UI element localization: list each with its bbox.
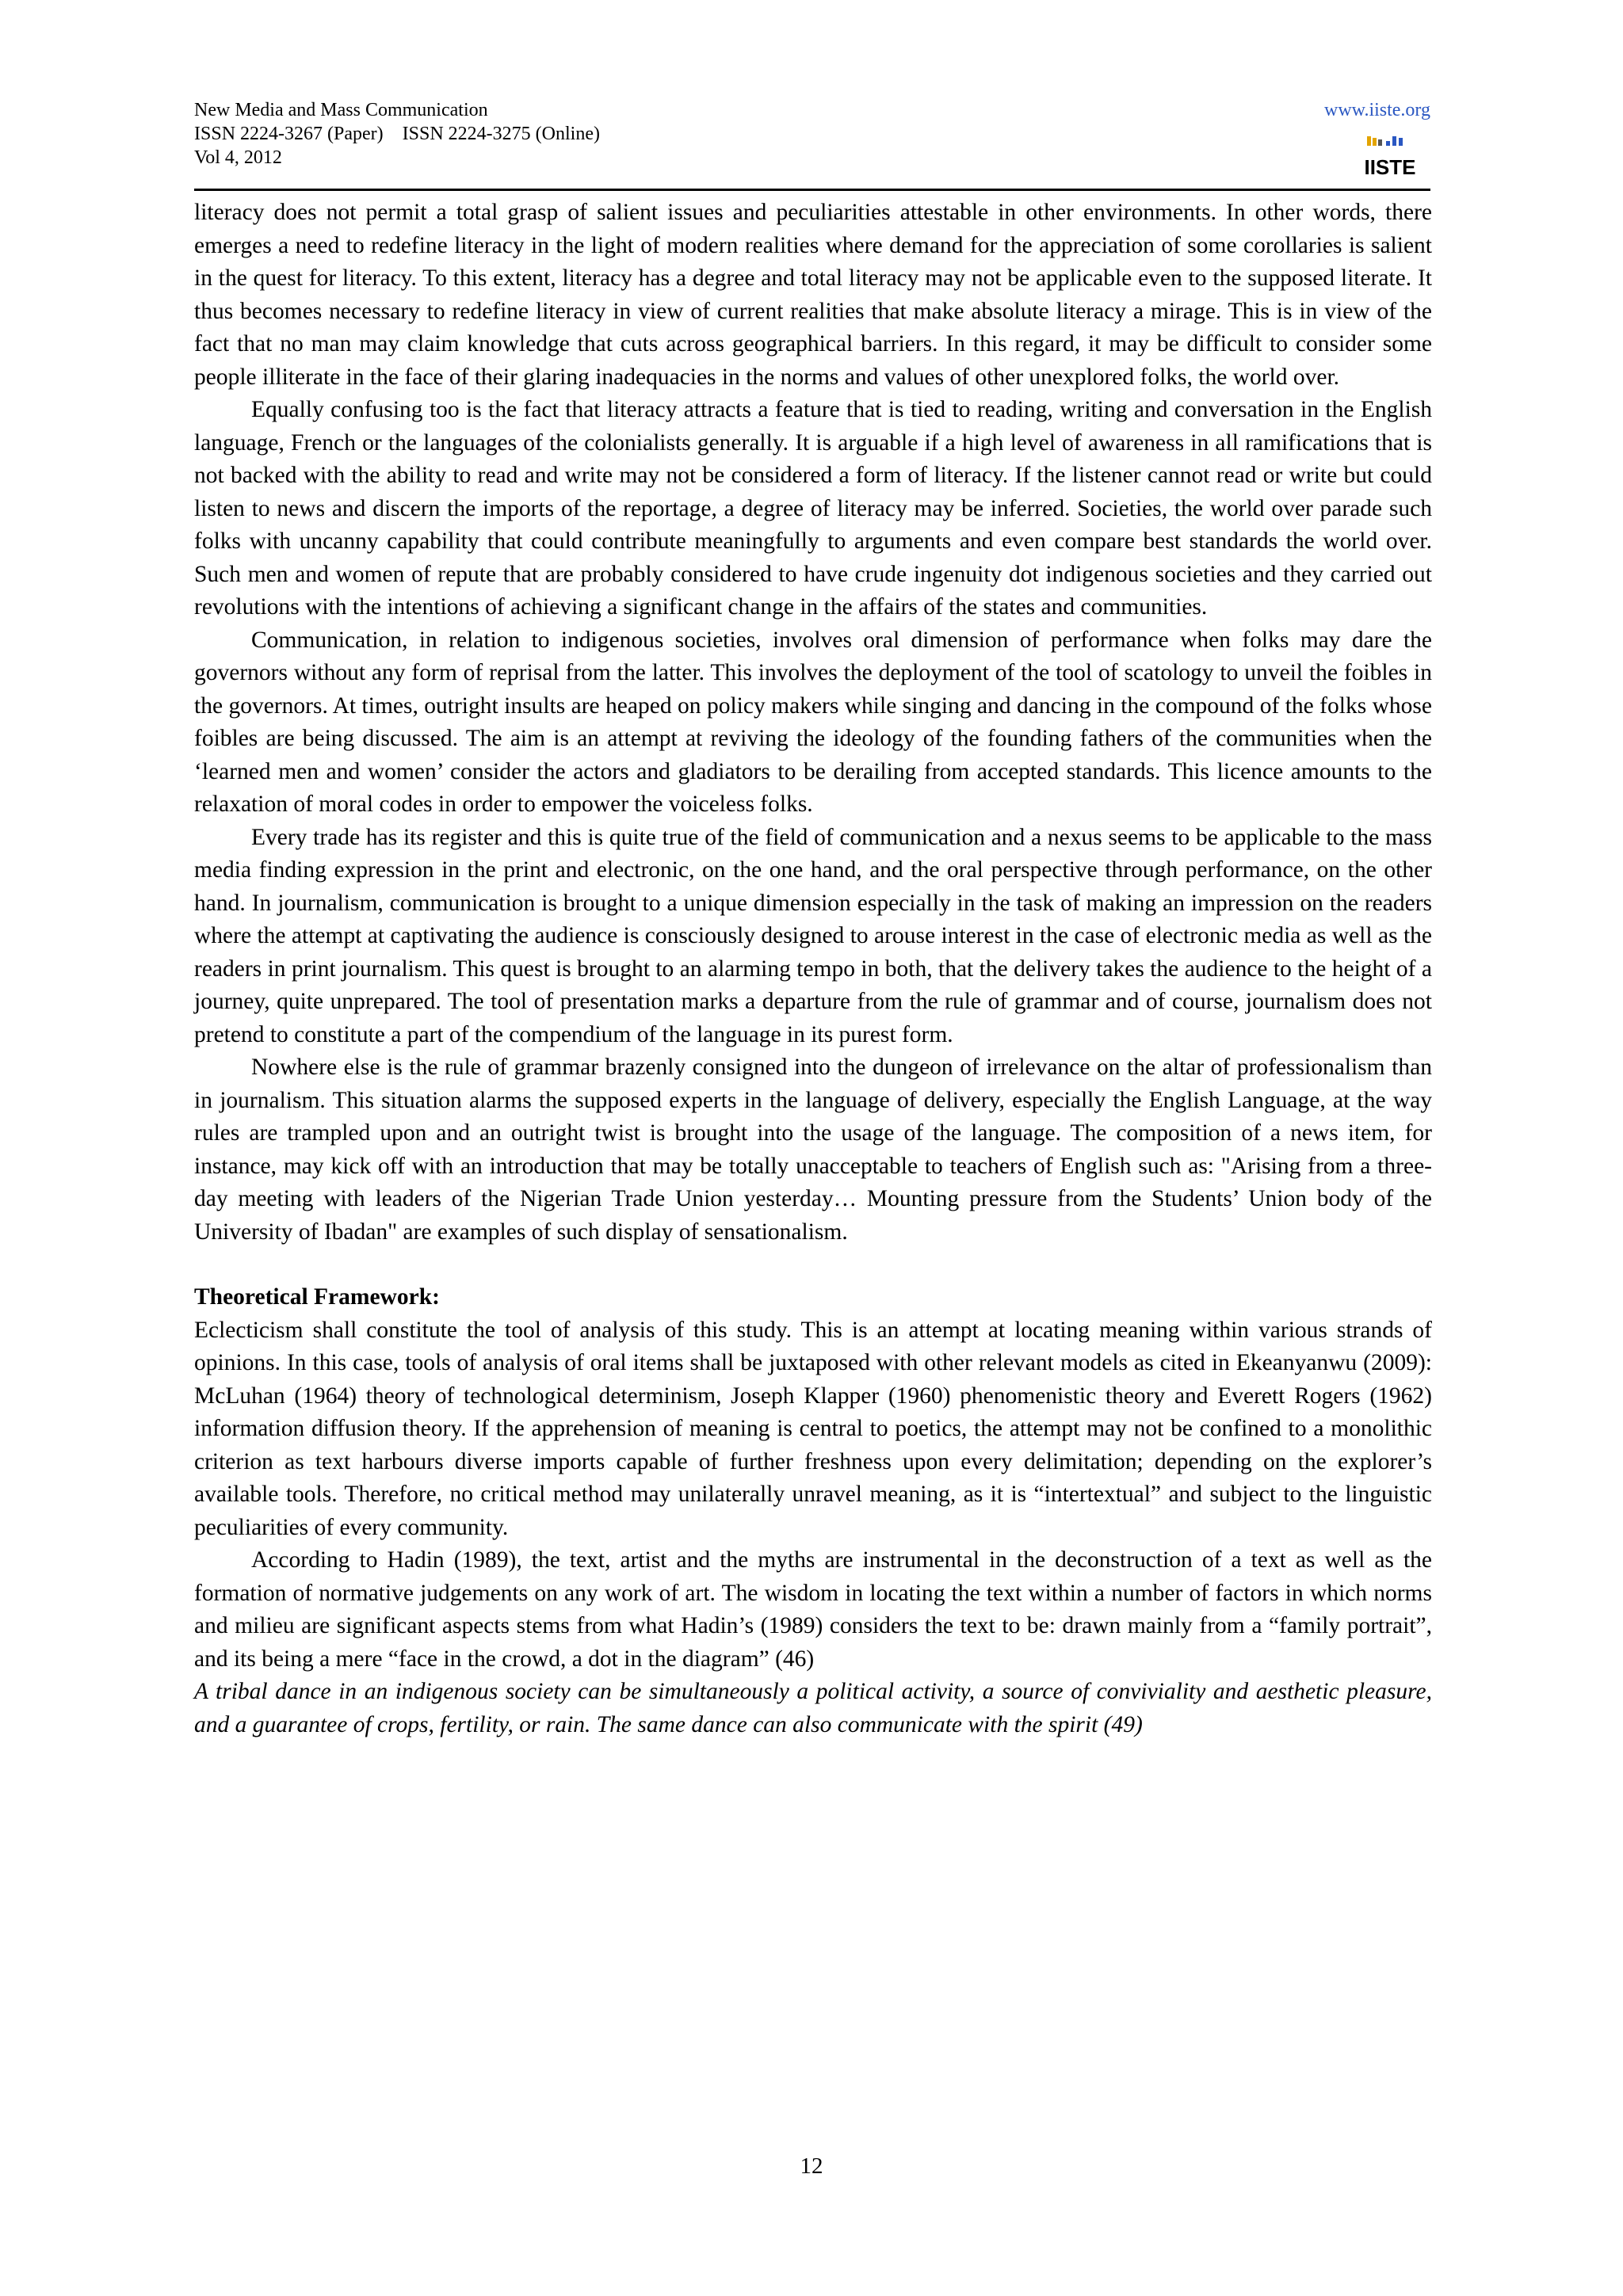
page-number: 12 [800,2153,823,2179]
section-paragraph-1: Eclecticism shall constitute the tool of analysis of this study. This is an attempt at locating meaning within various strands of opinions. In this case, tools of analysis of oral items shall be juxtaposed with other relevant models as cited in Ekeanyanwu (2009): McLuhan (1964) theory of technological determinism, Joseph Klapper (1960) phenomenistic theory and Everett Rogers (1962) information diffusion theory. If the apprehension of meaning is central to poetics, the attempt may not be confined to a monolithic criterion as text harbours diverse imports capable of further freshness upon every delimitation; depending on the explorer’s available tools. Therefore, no critical method may unilaterally unravel meaning, as it is “intertextual” and subject to the linguistic peculiarities of every community. [194,1317,1432,1540]
paragraph-3: Communication, in relation to indigenous societies, involves oral dimension of performance when folks may dare the governors without any form of reprisal from the latter. This involves the deployment of the tool of scatology to unveil the foibles in the governors. At times, outright insults are heaped on policy makers while singing and dancing in the compound of the folks whose foibles are being discussed. The aim is an attempt at reviving the ideology of the founding fathers of the communities when the ‘learned men and women’ consider the actors and gladiators to be derailing from accepted standards. This licence amounts to the relaxation of moral codes in order to empower the voiceless folks. [194,627,1432,817]
journal-title: New Media and Mass Communication [194,100,488,120]
paragraph-4: Every trade has its register and this is quite true of the field of communication and a nexus seems to be applicable to the mass media finding expression in the print and electronic, on the one hand, and the oral perspective through performance, on the other hand. In journalism, communication is brought to a unique dimension especially in the task of making an impression on the readers where the attempt at captivating the audience is consciously designed to arouse interest in the case of electronic media as well as the readers in print journalism. This quest is brought to an alarming tempo in both, that the delivery takes the audience to the height of a journey, quite unprepared. The tool of presentation marks a departure from the rule of grammar and of course, journalism does not pretend to constitute a part of the compendium of the language in its purest form. [194,824,1432,1047]
journal-url-link[interactable]: www.iiste.org [1324,100,1430,120]
journal-volume: Vol 4, 2012 [194,147,282,168]
block-quote: A tribal dance in an indigenous society can be simultaneously a political activity, a source of conviviality and aesthetic pleasure, and a guarantee of crops, fertility, or rain. The same dance can also communicate with the spirit (49) [194,1679,1432,1737]
article-body [194,196,1432,1741]
header-rule [194,189,1430,191]
paragraph-5: Nowhere else is the rule of grammar brazenly consigned into the dungeon of irrelevance on the altar of professionalism than in journalism. This situation alarms the supposed experts in the language of delivery, especially the English Language, at the way rules are trampled upon and an outright twist is brought into the usage of the language. The composition of a news item, for instance, may kick off with an introduction that may be totally unacceptable to teachers of English such as: "Arising from a three-day meeting with leaders of the Nigerian Trade Union yesterday… Mounting pressure from the Students’ Union body of the University of Ibadan" are examples of such display of sensationalism. [194,1055,1432,1245]
page-header [194,98,1430,187]
paragraph-1: literacy does not permit a total grasp of salient issues and peculiarities attestable in other environments. In other words, there emerges a need to redefine literacy in the light of modern realities where demand for the appreciation of some corollaries is salient in the quest for literacy. To this extent, literacy has a degree and total literacy may not be applicable even to the supposed literate. It thus becomes necessary to redefine literacy in view of current realities that make absolute literacy a mirage. This is in view of the fact that no man may claim knowledge that cuts across geographical barriers. In this regard, it may be difficult to consider some people illiterate in the face of their glaring inadequacies in the norms and values of other unexplored folks, the world over. [194,200,1432,390]
paragraph-2: Equally confusing too is the fact that literacy attracts a feature that is tied to reading, writing and conversation in the English language, French or the languages of the colonialists generally. It is arguable if a high level of awareness in all ramifications that is not backed with the ability to read and write may not be considered a form of literacy. If the listener cannot read or write but could listen to news and discern the imports of the reportage, a degree of literacy may be inferred. Societies, the world over parade such folks with uncanny capability that could contribute meaningfully to arguments and even compare best standards the world over. Such men and women of repute that are probably considered to have crude ingenuity dot indigenous societies and they carried out revolutions with the intentions of achieving a significant change in the affairs of the states and communities. [194,397,1432,620]
journal-info [194,98,600,170]
section-paragraph-2: According to Hadin (1989), the text, artist and the myths are instrumental in the deconstruction of a text as well as the formation of normative judgements on any work of art. The wisdom in locating the text within a number of factors in which norms and milieu are significant aspects stems from what Hadin’s (1989) considers the text to be: drawn mainly from a “family portrait”, and its being a mere “face in the crowd, a dot in the diagram” (46) [194,1547,1432,1672]
section-heading: Theoretical Framework: [194,1284,440,1310]
logo-wordmark: IISTE [1364,155,1416,179]
journal-issn: ISSN 2224-3267 (Paper) ISSN 2224-3275 (Online) [194,124,600,144]
iiste-logo [1364,132,1416,184]
